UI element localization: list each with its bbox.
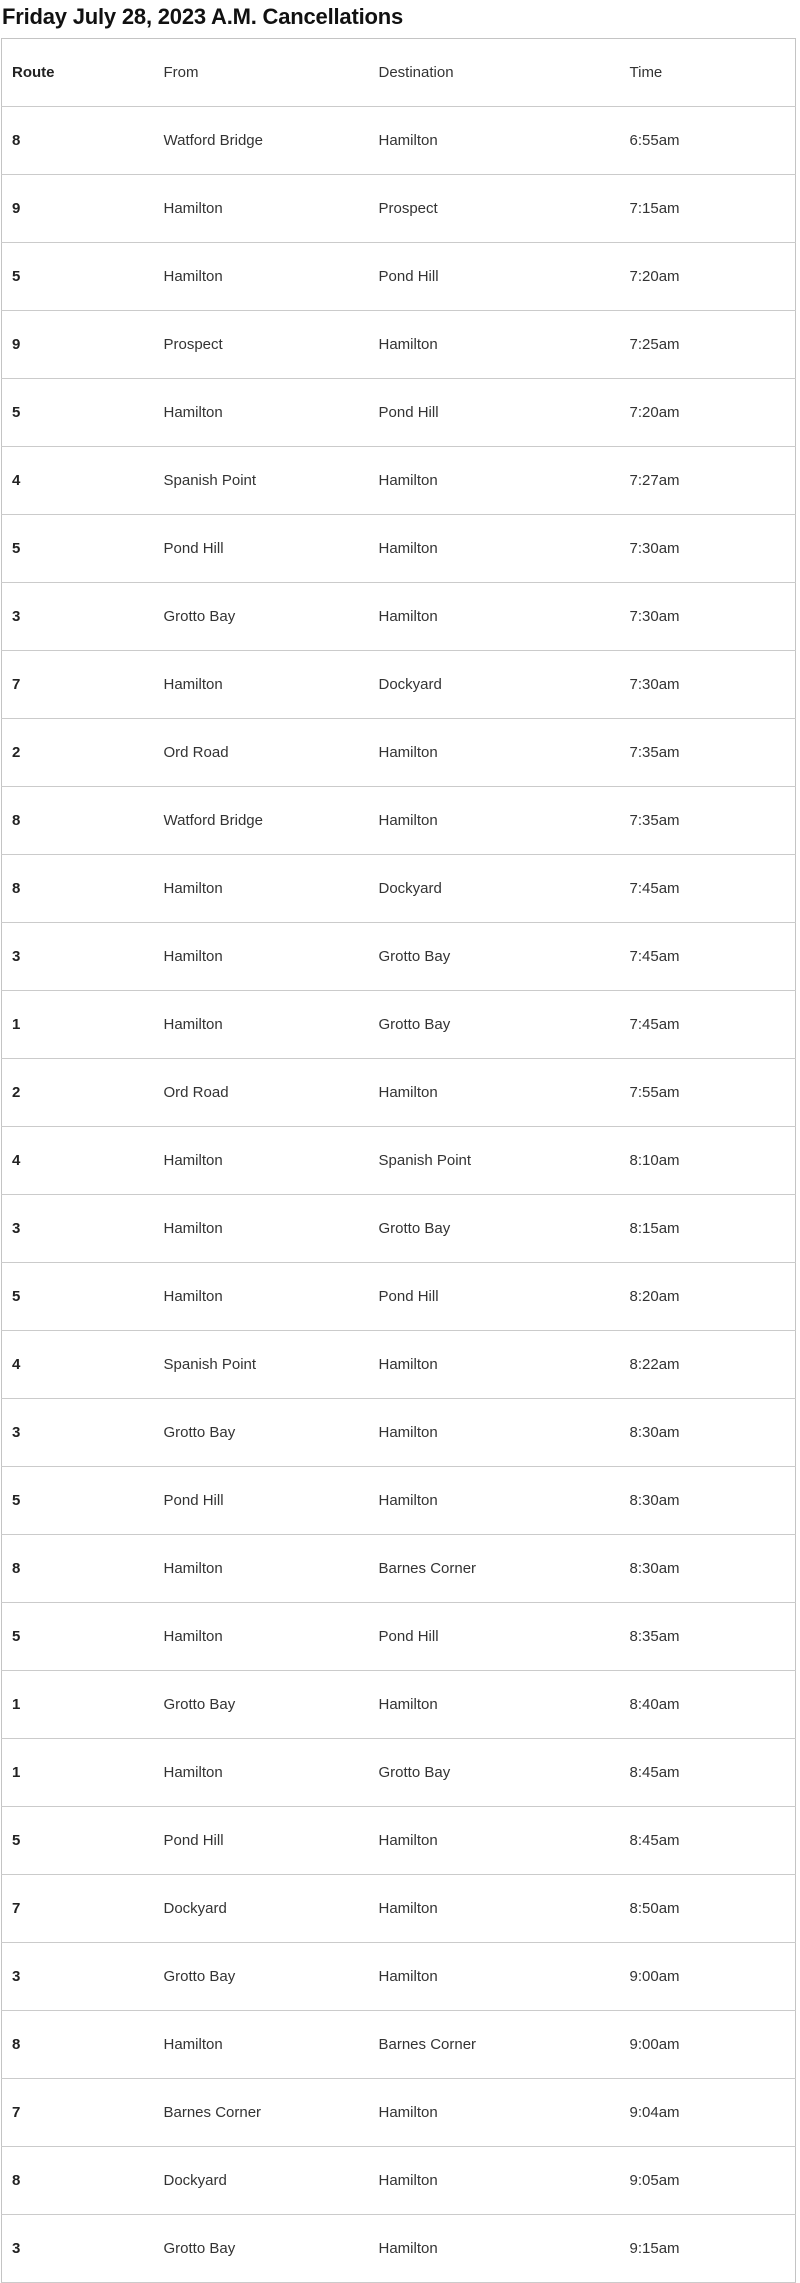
table-row [2, 1603, 796, 1671]
table-row [2, 855, 796, 923]
from-cell: Hamilton [163, 676, 223, 693]
from-cell: Grotto Bay [163, 2240, 236, 2257]
from-cell: Hamilton [163, 1016, 223, 1033]
time-cell: 7:30am [629, 608, 680, 625]
table-row [2, 1807, 796, 1875]
route-cell: 9 [12, 336, 21, 353]
destination-cell: Spanish Point [378, 1152, 472, 1169]
destination-cell: Barnes Corner [378, 1560, 477, 1577]
time-cell: 8:45am [629, 1832, 680, 1849]
route-cell: 3 [12, 1424, 21, 1441]
column-header-route: Route [12, 64, 55, 81]
time-cell: 7:55am [629, 1084, 680, 1101]
route-cell: 8 [12, 2036, 21, 2053]
destination-cell: Hamilton [378, 2240, 438, 2257]
table-row [2, 243, 796, 311]
destination-cell: Hamilton [378, 1424, 438, 1441]
from-cell: Pond Hill [163, 1832, 224, 1849]
route-cell: 8 [12, 812, 21, 829]
route-cell: 5 [12, 1492, 21, 1509]
destination-cell: Grotto Bay [378, 1220, 451, 1237]
route-cell: 3 [12, 608, 21, 625]
table-row [2, 1127, 796, 1195]
destination-cell: Hamilton [378, 540, 438, 557]
route-cell: 3 [12, 2240, 21, 2257]
table-row [2, 1059, 796, 1127]
time-cell: 8:15am [629, 1220, 680, 1237]
table-row [2, 1535, 796, 1603]
table-row [2, 107, 796, 175]
cancellations-table [1, 38, 796, 2283]
destination-cell: Hamilton [378, 2172, 438, 2189]
time-cell: 9:05am [629, 2172, 680, 2189]
from-cell: Hamilton [163, 268, 223, 285]
table-row [2, 1399, 796, 1467]
destination-cell: Hamilton [378, 1696, 438, 1713]
column-header-destination: Destination [378, 64, 454, 81]
from-cell: Hamilton [163, 1560, 223, 1577]
from-cell: Grotto Bay [163, 1696, 236, 1713]
destination-cell: Hamilton [378, 1084, 438, 1101]
route-cell: 7 [12, 2104, 21, 2121]
destination-cell: Pond Hill [378, 1628, 439, 1645]
from-cell: Hamilton [163, 948, 223, 965]
destination-cell: Hamilton [378, 744, 438, 761]
time-cell: 8:20am [629, 1288, 680, 1305]
table-row [2, 991, 796, 1059]
table-row [2, 2147, 796, 2215]
destination-cell: Hamilton [378, 2104, 438, 2121]
destination-cell: Hamilton [378, 132, 438, 149]
time-cell: 8:40am [629, 1696, 680, 1713]
route-cell: 5 [12, 540, 21, 557]
table-row [2, 379, 796, 447]
time-cell: 7:20am [629, 268, 680, 285]
from-cell: Hamilton [163, 1288, 223, 1305]
from-cell: Watford Bridge [163, 812, 263, 829]
destination-cell: Hamilton [378, 1900, 438, 1917]
from-cell: Hamilton [163, 404, 223, 421]
table-row [2, 923, 796, 991]
route-cell: 4 [12, 1356, 21, 1373]
from-cell: Pond Hill [163, 540, 224, 557]
table-row [2, 787, 796, 855]
time-cell: 8:10am [629, 1152, 680, 1169]
destination-cell: Barnes Corner [378, 2036, 477, 2053]
table-row [2, 1875, 796, 1943]
route-cell: 1 [12, 1696, 21, 1713]
table-row [2, 583, 796, 651]
time-cell: 7:35am [629, 744, 680, 761]
route-cell: 9 [12, 200, 21, 217]
route-cell: 8 [12, 880, 21, 897]
destination-cell: Hamilton [378, 1832, 438, 1849]
time-cell: 7:20am [629, 404, 680, 421]
from-cell: Hamilton [163, 1220, 223, 1237]
time-cell: 7:27am [629, 472, 680, 489]
time-cell: 7:30am [629, 676, 680, 693]
time-cell: 7:45am [629, 880, 680, 897]
from-cell: Dockyard [163, 1900, 227, 1917]
time-cell: 9:00am [629, 1968, 680, 1985]
table-row [2, 1943, 796, 2011]
destination-cell: Grotto Bay [378, 1016, 451, 1033]
table-row [2, 1671, 796, 1739]
route-cell: 2 [12, 1084, 21, 1101]
from-cell: Hamilton [163, 1152, 223, 1169]
from-cell: Spanish Point [163, 1356, 257, 1373]
time-cell: 8:35am [629, 1628, 680, 1645]
table-header-row [2, 39, 796, 107]
time-cell: 6:55am [629, 132, 680, 149]
from-cell: Barnes Corner [163, 2104, 262, 2121]
route-cell: 5 [12, 1628, 21, 1645]
destination-cell: Pond Hill [378, 1288, 439, 1305]
time-cell: 8:22am [629, 1356, 680, 1373]
time-cell: 7:45am [629, 948, 680, 965]
destination-cell: Hamilton [378, 812, 438, 829]
table-row [2, 447, 796, 515]
from-cell: Hamilton [163, 880, 223, 897]
route-cell: 3 [12, 948, 21, 965]
from-cell: Grotto Bay [163, 608, 236, 625]
route-cell: 1 [12, 1016, 21, 1033]
table-row [2, 651, 796, 719]
destination-cell: Hamilton [378, 336, 438, 353]
from-cell: Grotto Bay [163, 1968, 236, 1985]
route-cell: 2 [12, 744, 21, 761]
table-row [2, 2011, 796, 2079]
from-cell: Prospect [163, 336, 223, 353]
from-cell: Watford Bridge [163, 132, 263, 149]
destination-cell: Grotto Bay [378, 948, 451, 965]
time-cell: 9:15am [629, 2240, 680, 2257]
route-cell: 4 [12, 472, 21, 489]
time-cell: 7:45am [629, 1016, 680, 1033]
route-cell: 8 [12, 132, 21, 149]
time-cell: 8:30am [629, 1560, 680, 1577]
table-row [2, 2215, 796, 2283]
destination-cell: Hamilton [378, 472, 438, 489]
route-cell: 4 [12, 1152, 21, 1169]
column-header-from: From [163, 64, 199, 81]
destination-cell: Hamilton [378, 1968, 438, 1985]
route-cell: 5 [12, 1288, 21, 1305]
column-header-time: Time [629, 64, 663, 81]
route-cell: 3 [12, 1220, 21, 1237]
time-cell: 9:00am [629, 2036, 680, 2053]
from-cell: Dockyard [163, 2172, 227, 2189]
time-cell: 7:25am [629, 336, 680, 353]
from-cell: Spanish Point [163, 472, 257, 489]
time-cell: 8:45am [629, 1764, 680, 1781]
destination-cell: Dockyard [378, 676, 442, 693]
table-row [2, 1739, 796, 1807]
route-cell: 1 [12, 1764, 21, 1781]
destination-cell: Pond Hill [378, 404, 439, 421]
destination-cell: Hamilton [378, 1356, 438, 1373]
route-cell: 5 [12, 268, 21, 285]
destination-cell: Hamilton [378, 1492, 438, 1509]
destination-cell: Hamilton [378, 608, 438, 625]
from-cell: Hamilton [163, 200, 223, 217]
destination-cell: Prospect [378, 200, 438, 217]
table-row [2, 1195, 796, 1263]
time-cell: 8:30am [629, 1424, 680, 1441]
from-cell: Hamilton [163, 1764, 223, 1781]
destination-cell: Grotto Bay [378, 1764, 451, 1781]
page-title: Friday July 28, 2023 A.M. Cancellations [2, 4, 403, 29]
from-cell: Ord Road [163, 744, 229, 761]
table-row [2, 311, 796, 379]
table-row [2, 1263, 796, 1331]
route-cell: 7 [12, 676, 21, 693]
time-cell: 7:35am [629, 812, 680, 829]
route-cell: 7 [12, 1900, 21, 1917]
time-cell: 7:15am [629, 200, 680, 217]
destination-cell: Pond Hill [378, 268, 439, 285]
table-row [2, 2079, 796, 2147]
time-cell: 9:04am [629, 2104, 680, 2121]
from-cell: Hamilton [163, 1628, 223, 1645]
route-cell: 8 [12, 1560, 21, 1577]
table-body [2, 107, 796, 2283]
from-cell: Grotto Bay [163, 1424, 236, 1441]
route-cell: 5 [12, 404, 21, 421]
table-row [2, 515, 796, 583]
time-cell: 7:30am [629, 540, 680, 557]
time-cell: 8:30am [629, 1492, 680, 1509]
route-cell: 5 [12, 1832, 21, 1849]
table-row [2, 1467, 796, 1535]
from-cell: Hamilton [163, 2036, 223, 2053]
from-cell: Pond Hill [163, 1492, 224, 1509]
table-row [2, 1331, 796, 1399]
time-cell: 8:50am [629, 1900, 680, 1917]
from-cell: Ord Road [163, 1084, 229, 1101]
destination-cell: Dockyard [378, 880, 442, 897]
table-row [2, 175, 796, 243]
route-cell: 8 [12, 2172, 21, 2189]
route-cell: 3 [12, 1968, 21, 1985]
table-row [2, 719, 796, 787]
